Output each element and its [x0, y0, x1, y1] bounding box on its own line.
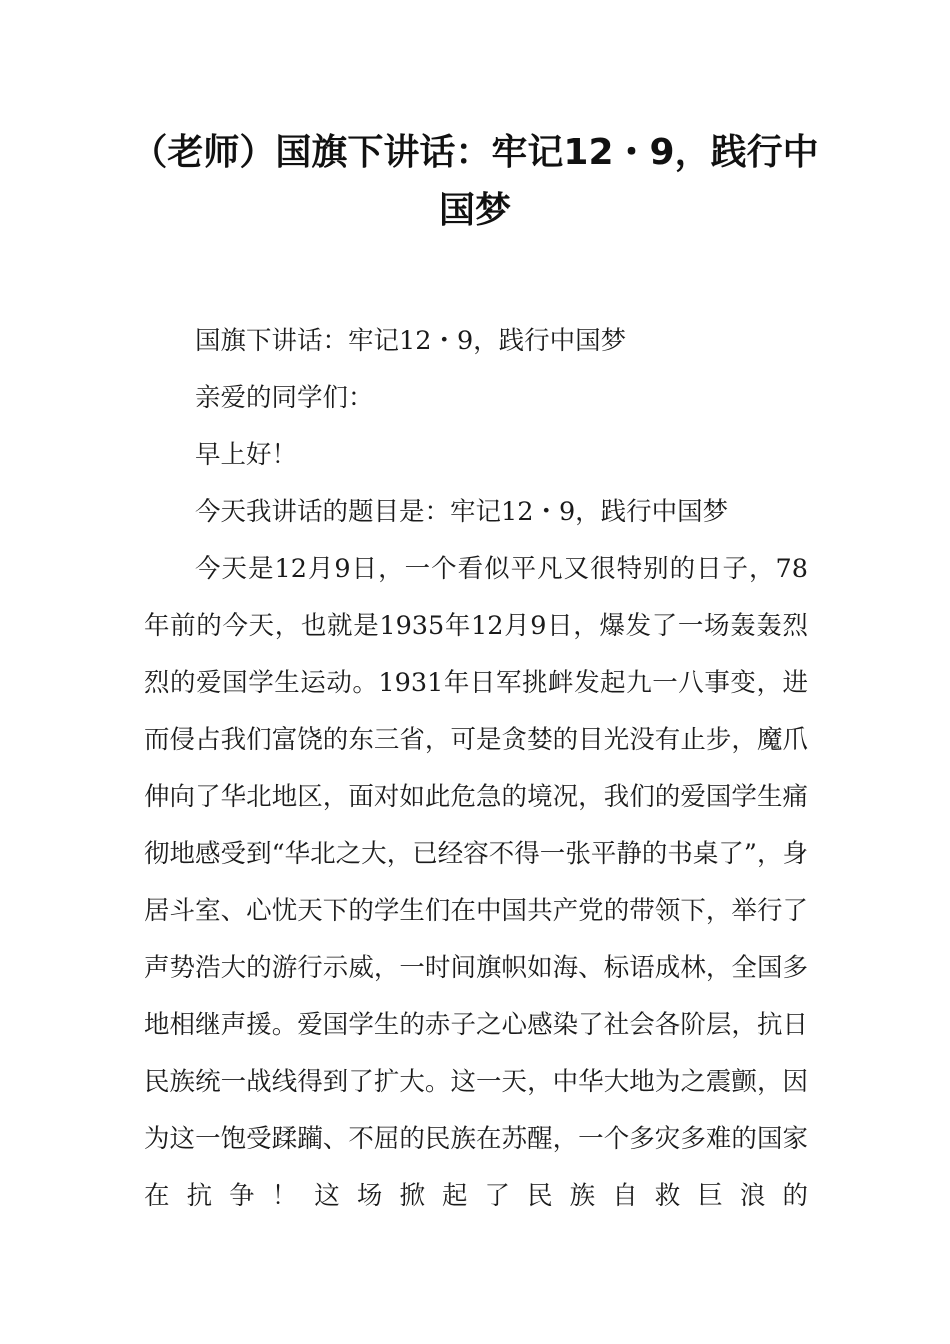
document-body	[144, 313, 808, 1225]
paragraph-heading-repeat: 国旗下讲话：牢记12・9，践行中国梦	[195, 326, 627, 356]
paragraph-greeting: 早上好！	[195, 440, 298, 470]
paragraph-topic: 今天我讲话的题目是：牢记12・9，践行中国梦	[195, 497, 729, 527]
paragraph-main: 今天是12月9日，一个看似平凡又很特别的日子，78年前的今天，也就是1935年12月9日，爆发了一场轰轰烈烈的爱国学生运动。1931年日军挑衅发起九一八事变，进而侵占我们富饶的东三省，可是贪婪的目光没有止步，魔爪伸向了华北地区，面对如此危急的境况，我们的爱国学生痛彻地感受到“华北之大，已经容不得一张平静的书桌了”，身居斗室、心忧天下的学生们在中国共产党的带领下，举行了声势浩大的游行示威，一时间旗帜如海、标语成林，全国多地相继声援。爱国学生的赤子之心感染了社会各阶层，抗日民族统一战线得到了扩大。这一天，中华大地为之震颤，因为这一饱受蹂躏、不屈的民族在苏醒，一个多灾多难的国家在抗争！这场掀起了民族自救巨浪的	[144, 554, 808, 1211]
document-title: （老师）国旗下讲话：牢记12・9，践行中国梦	[131, 132, 819, 231]
paragraph-salutation: 亲爱的同学们：	[195, 383, 374, 413]
